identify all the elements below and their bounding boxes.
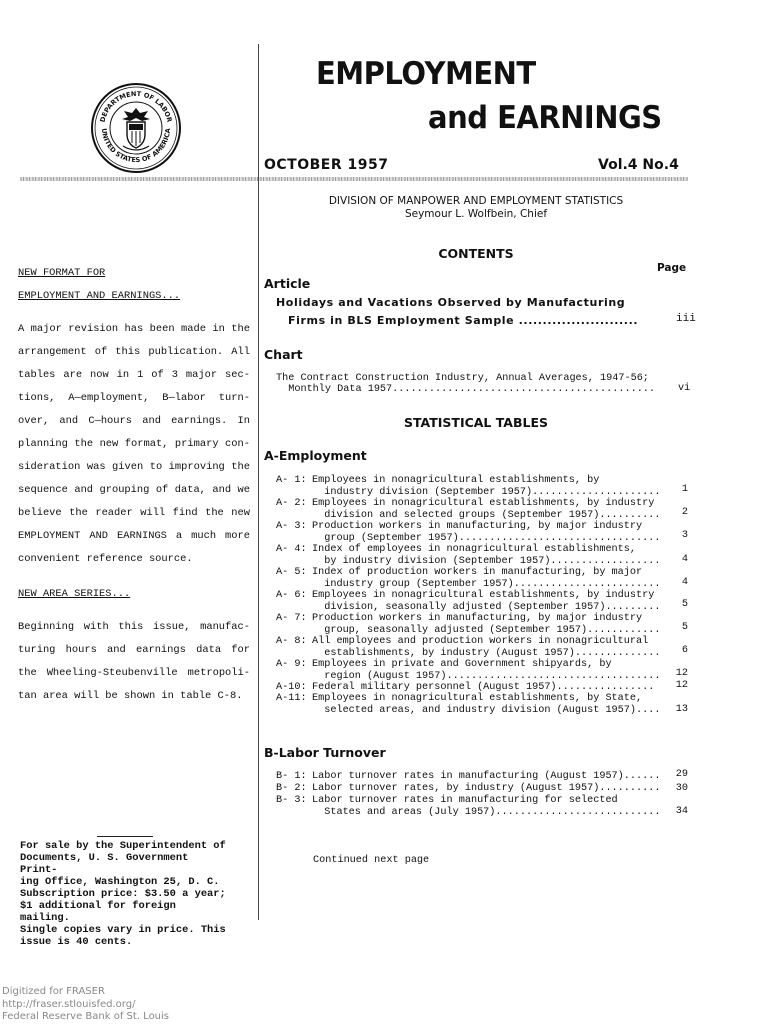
new-format-text-line: tables are now in 1 of 3 major sec- [18,369,250,381]
new-format-text-line: arrangement of this publication. All [18,346,250,358]
column-divider [258,44,259,920]
publication-title-line2: and EARNINGS [428,98,662,136]
new-format-text-line: A major revision has been made in the [18,323,250,335]
table-title-line2: group, seasonally adjusted (September 1957)............ [312,624,661,636]
chart-entry-line2: Monthly Data 1957........................................... [276,384,656,395]
table-title-line1: Employees in nonagricultural establishments, by industry [312,498,655,509]
table-title-line2: group (September 1957)................................. [312,532,661,544]
table-title-line1: Employees in nonagricultural establishments, by industry [312,590,655,601]
new-format-text-line: over, and C—hours and earnings. In [18,415,250,427]
table-number: A- 6: [276,590,307,601]
table-number: A- 5: [276,567,307,578]
table-page: 4 [681,577,688,588]
table-page: 2 [681,507,688,518]
table-number: A- 1: [276,475,307,486]
table-number: A- 4: [276,544,307,555]
sale-notice-line: issue is 40 cents. [20,936,133,948]
table-title-line2: industry group (September 1957)........................ [312,578,661,590]
table-page: 5 [681,622,688,633]
table-title-line1: Employees in private and Government shipyards, by [312,659,612,670]
table-number: A-11: [276,693,307,704]
continued-note: Continued next page [313,855,430,866]
new-format-heading-line2: EMPLOYMENT AND EARNINGS... [18,290,181,302]
table-number: A- 8: [276,636,307,647]
seal-text-bottom: UNITED STATES OF AMERICA [99,127,173,165]
new-area-series-heading: NEW AREA SERIES... [18,588,131,600]
new-area-text-line: Beginning with this issue, manufac- [18,621,250,633]
svg-text:DEPARTMENT OF LABOR [99,90,174,123]
table-number: A- 7: [276,613,307,624]
table-title-line1: Employees in nonagricultural establishments, by State, [312,693,643,704]
table-number: A- 3: [276,521,307,532]
chart-entry-line1: The Contract Construction Industry, Annual Averages, 1947-56; [276,373,649,384]
table-title-line1: Federal military personnel (August 1957)................ [312,682,655,693]
table-number: A- 2: [276,498,307,509]
table-number: B- 3: [276,795,307,806]
table-page: 5 [681,599,688,610]
table-title-line2: region (August 1957)................................... [312,670,661,682]
table-title-line2: industry division (September 1957)..................... [312,486,661,498]
toc-entry-b3 [276,795,700,853]
digitization-footer [2,986,169,1024]
table-page: 3 [681,530,688,541]
table-title-line1: Employees in nonagricultural establishments, by [312,475,600,486]
sidebar-notes [18,262,250,708]
table-page: 12 [675,668,688,679]
header-divider [20,177,688,181]
new-format-heading-line1: NEW FORMAT FOR [18,267,106,279]
publication-title-line1: EMPLOYMENT [316,54,536,92]
sale-notice-line: ing Office, Washington 25, D. C. [20,876,220,888]
table-title-line2: selected areas, and industry division (August 1957).... [312,704,661,716]
table-page: 4 [681,554,688,565]
article-heading: Article [264,276,311,291]
footer-line: Federal Reserve Bank of St. Louis [2,1011,170,1022]
department-of-labor-seal [90,82,182,174]
new-format-text-line: believe the reader will find the new [18,507,250,519]
chart-entry-page: vi [678,383,691,394]
new-area-text-line: tan area will be shown in table C-8. [18,690,243,702]
new-format-text-line: sideration was given to improving the [18,461,250,473]
division-chief: Seymour L. Wolfbein, Chief [404,208,548,220]
table-title-line1: Index of employees in nonagricultural establishments, [312,544,637,555]
article-page: iii [676,313,696,325]
table-title-line1: Labor turnover rates, by industry (August 1957).......... [312,783,661,794]
table-title-line2: establishments, by industry (August 1957).............. [312,647,661,659]
table-title-line2: by industry division (September 1957).................. [312,555,661,567]
labor-turnover-section-heading: B-Labor Turnover [264,745,386,760]
table-number: B- 1: [276,771,307,782]
sale-notice-line: Documents, U. S. Government Print- [20,852,189,876]
footer-line: Digitized for FRASER [2,986,105,997]
table-title-line2: division, seasonally adjusted (September 1957)......... [312,601,661,613]
table-page: 6 [681,645,688,656]
new-area-text-line: turing hours and earnings data for [18,644,250,656]
sale-notice [20,840,230,948]
table-title-line1: Index of production workers in manufacturing, by major [312,567,643,578]
sale-notice-line: Single copies vary in price. This [20,924,226,936]
volume-number: Vol.4 No.4 [598,157,679,173]
new-format-text-line: planning the new format, primary con- [18,438,250,450]
seal-text-top: DEPARTMENT OF LABOR [98,89,174,124]
new-area-text-line: the Wheeling-Steubenville metropoli- [18,667,250,679]
table-page: 13 [675,704,688,715]
toc-entry-a11 [276,693,700,751]
table-page: 30 [675,783,688,794]
table-title-line1: Labor turnover rates in manufacturing (August 1957)...... [312,771,661,782]
sale-notice-rule [97,836,153,837]
table-number: B- 2: [276,783,307,794]
table-title-line2: division and selected groups (September 1957).......... [312,509,661,521]
table-number: A-10: [276,682,307,693]
article-title-line2: Firms in BLS Employment Sample ......................... [288,314,639,327]
new-format-text-line: tions, A—employment, B—labor turn- [18,392,250,404]
division-name: DIVISION OF MANPOWER AND EMPLOYMENT STATISTICS [328,195,624,207]
table-title-line1: All employees and production workers in nonagricultural [312,636,649,647]
chart-heading: Chart [264,347,303,362]
employment-section-heading: A-Employment [264,448,367,463]
footer-url[interactable]: http://fraser.stlouisfed.org/ [2,998,136,1010]
table-page: 12 [675,680,688,691]
new-format-text-line: sequence and grouping of data, and we [18,484,250,496]
sale-notice-line: $1 additional for foreign mailing. [20,900,176,924]
sale-notice-line: Subscription price: $3.50 a year; [20,888,226,900]
table-title-line1: Production workers in manufacturing, by major industry [312,521,643,532]
contents-heading: CONTENTS [438,246,514,261]
page-column-label: Page [657,262,687,274]
table-title-line2: States and areas (July 1957)........................... [312,806,661,818]
sale-notice-line: For sale by the Superintendent of [20,840,226,852]
table-page: 1 [681,484,688,495]
table-title-line1: Labor turnover rates in manufacturing for selected [312,795,618,806]
issue-date: OCTOBER 1957 [264,157,389,173]
article-title-line1: Holidays and Vacations Observed by Manufacturing [276,296,626,309]
statistical-tables-heading: STATISTICAL TABLES [403,415,549,430]
new-format-text-line: EMPLOYMENT AND EARNINGS a much more [18,530,250,542]
table-page: 34 [675,806,688,817]
table-number: A- 9: [276,659,307,670]
table-title-line1: Production workers in manufacturing, by major industry [312,613,643,624]
table-page: 29 [675,769,688,780]
new-format-text-line: convenient reference source. [18,553,193,565]
